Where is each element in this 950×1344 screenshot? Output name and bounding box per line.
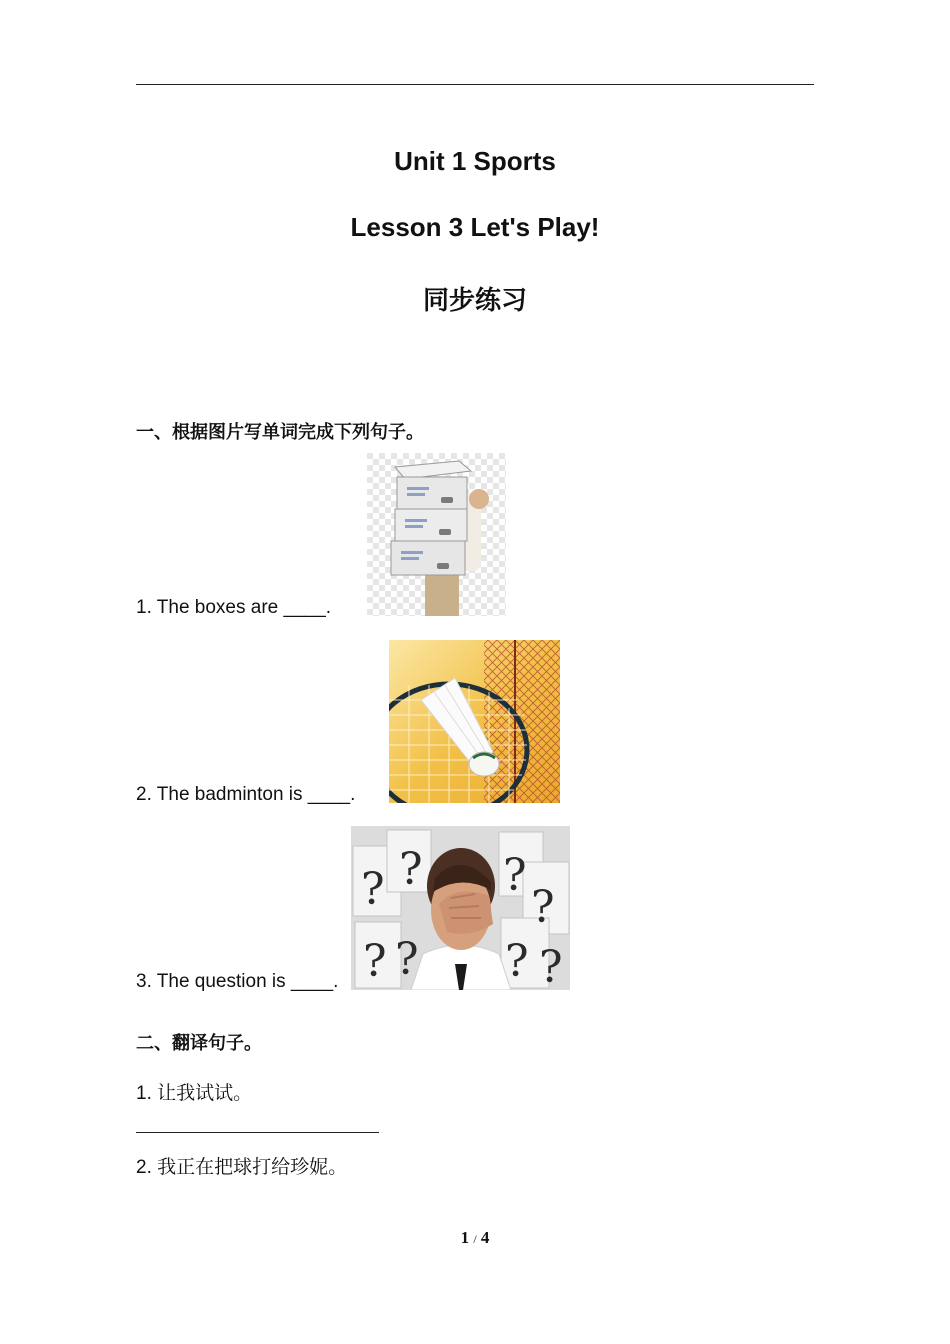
answer-line-1 bbox=[136, 1132, 379, 1133]
man-with-question-marks-image bbox=[351, 826, 570, 990]
question-1-text: 1. The boxes are ____. bbox=[136, 597, 332, 618]
shuttlecock-and-racket-image bbox=[389, 640, 560, 803]
current-page: 1 bbox=[460, 1228, 470, 1247]
translation-1-text: 1. 让我试试。 bbox=[136, 1083, 253, 1104]
page-number bbox=[0, 1228, 950, 1248]
unit-title: Unit 1 Sports bbox=[394, 146, 556, 176]
svg-text:?: ? bbox=[503, 850, 527, 901]
svg-text:?: ? bbox=[531, 882, 555, 933]
svg-text:?: ? bbox=[361, 864, 385, 915]
svg-text:?: ? bbox=[505, 936, 529, 987]
man-carrying-boxes-image bbox=[367, 453, 506, 616]
page-separator: / bbox=[473, 1232, 477, 1246]
svg-text:?: ? bbox=[395, 934, 419, 985]
section2-heading: 二、翻译句子。 bbox=[136, 1033, 262, 1053]
svg-text:?: ? bbox=[399, 844, 423, 895]
total-pages: 4 bbox=[480, 1228, 490, 1247]
worksheet-subtitle: 同步练习 bbox=[422, 285, 527, 315]
translation-2-text: 2. 我正在把球打给珍妮。 bbox=[136, 1157, 348, 1178]
section1-heading: 一、根据图片写单词完成下列句子。 bbox=[136, 422, 424, 442]
svg-text:?: ? bbox=[363, 936, 387, 987]
question-3-text: 3. The question is ____. bbox=[136, 971, 339, 992]
svg-text:?: ? bbox=[539, 942, 563, 990]
lesson-title: Lesson 3 Let's Play! bbox=[350, 212, 600, 242]
question-2-text: 2. The badminton is ____. bbox=[136, 784, 356, 805]
header-rule bbox=[136, 84, 814, 85]
